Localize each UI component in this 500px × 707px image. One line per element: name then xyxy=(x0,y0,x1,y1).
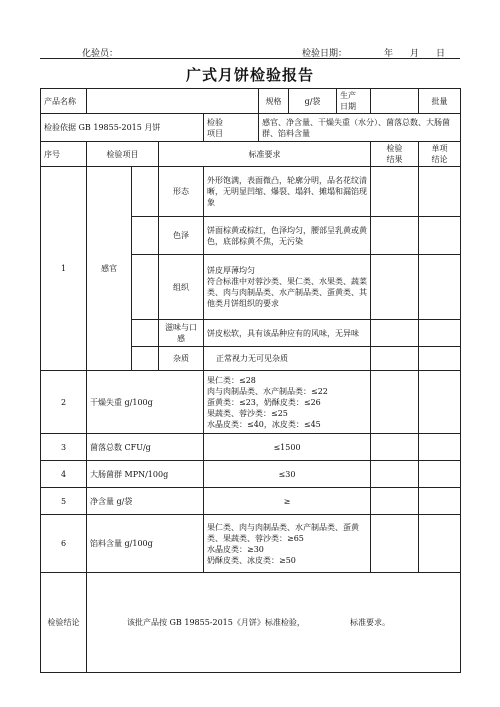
basis-row xyxy=(41,114,461,142)
col-item: 检验项目 xyxy=(87,142,159,167)
table-row xyxy=(41,515,461,573)
result-cell[interactable] xyxy=(371,371,419,434)
inspection-date-label: 检验日期： xyxy=(302,49,348,59)
row-standard: ≤1500 xyxy=(204,434,371,461)
sub-item-name: 杂质 xyxy=(159,347,204,371)
conclusion-cell[interactable] xyxy=(419,347,461,371)
inspection-items-value: 感官、净含量、干燥失重（水分）、菌落总数、大肠菌群、馅料含量 xyxy=(259,114,461,142)
result-cell[interactable] xyxy=(371,515,419,573)
conclusion-text xyxy=(87,573,461,673)
row-standard: ≤30 xyxy=(204,461,371,488)
row-no: 4 xyxy=(41,461,87,488)
row-standard: 果仁类：≤28 肉与肉制品类、水产制品类：≤22 蛋黄类：≤23，奶酥皮类：≤26 果蔬类、蓉沙类：≤25 水晶皮类：≤40，冰皮类：≤45 xyxy=(204,371,371,434)
date-month-label: 月 xyxy=(410,49,420,59)
sub-item-name: 组织 xyxy=(159,255,204,320)
table-row xyxy=(41,461,461,488)
conclusion-cell[interactable] xyxy=(419,167,461,217)
row-item: 感官 xyxy=(87,167,132,371)
table-row xyxy=(41,434,461,461)
date-year-label: 年 xyxy=(384,49,394,59)
row-spacer xyxy=(132,320,159,347)
inspection-table xyxy=(40,88,461,673)
row-item: 干燥失重 g/100g xyxy=(87,371,204,434)
sub-item-standard: 饼面棕黄或棕红，色泽均匀，腰部呈乳黄或黄色，底部棕黄不焦，无污染 xyxy=(204,217,371,255)
row-standard: 果仁类、肉与肉制品类、水产制品类、蛋黄类、果蔬类、蓉沙类：≥65 水晶皮类：≥30 奶酥皮类、冰皮类：≥50 xyxy=(204,515,371,573)
conclusion-cell[interactable] xyxy=(419,371,461,434)
row-no: 3 xyxy=(41,434,87,461)
conclusion-cell[interactable] xyxy=(419,255,461,320)
conclusion-text-suffix: 标准要求。 xyxy=(349,618,390,627)
table-row xyxy=(41,371,461,434)
product-row xyxy=(41,89,461,114)
col-no: 序号 xyxy=(41,142,87,167)
conclusion-cell[interactable] xyxy=(419,488,461,515)
row-spacer xyxy=(132,167,159,217)
row-no: 2 xyxy=(41,371,87,434)
conclusion-label: 检验结论 xyxy=(41,573,87,673)
conclusion-cell[interactable] xyxy=(419,434,461,461)
page-title: 广式月饼检验报告 xyxy=(185,66,314,84)
production-date-value[interactable] xyxy=(371,89,419,114)
sub-item-standard: 饼皮厚薄均匀 符合标准中对蓉沙类、果仁类、水果类、蔬菜类、肉与肉制品类、水产制品类、蛋黄类、其他类月饼组织的要求 xyxy=(204,255,371,320)
table-row xyxy=(41,167,461,217)
sub-item-name: 滋味与口感 xyxy=(159,320,204,347)
row-item: 馅料含量 g/100g xyxy=(87,515,204,573)
result-cell[interactable] xyxy=(371,488,419,515)
product-name-value[interactable] xyxy=(87,89,259,114)
inspection-basis-label: 检验依据 GB 19855-2015 月饼 xyxy=(41,114,204,142)
date-day-label: 日 xyxy=(436,49,446,59)
row-standard: ≥ xyxy=(204,488,371,515)
row-spacer xyxy=(132,347,159,371)
result-cell[interactable] xyxy=(371,217,419,255)
result-cell[interactable] xyxy=(371,255,419,320)
sub-item-name: 形态 xyxy=(159,167,204,217)
conclusion-cell[interactable] xyxy=(419,461,461,488)
sub-item-name: 色泽 xyxy=(159,217,204,255)
inspection-items-label: 检验 项目 xyxy=(204,114,259,142)
row-item: 净含量 g/袋 xyxy=(87,488,204,515)
conclusion-cell[interactable] xyxy=(419,515,461,573)
column-header-row xyxy=(41,142,461,167)
report-header xyxy=(0,44,500,58)
result-cell[interactable] xyxy=(371,347,419,371)
row-item: 大肠菌群 MPN/100g xyxy=(87,461,204,488)
result-cell[interactable] xyxy=(371,434,419,461)
row-spacer xyxy=(132,255,159,320)
col-standard: 标准要求 xyxy=(159,142,371,167)
row-spacer xyxy=(132,217,159,255)
batch-label: 批量 xyxy=(419,89,461,114)
conclusion-row xyxy=(41,573,461,673)
row-no: 6 xyxy=(41,515,87,573)
header-divider xyxy=(40,58,460,59)
product-name-label: 产品名称 xyxy=(41,89,87,114)
col-result: 检验 结果 xyxy=(371,142,419,167)
spec-label: 规格 xyxy=(259,89,289,114)
sub-item-standard: 外形饱满，表面微凸，轮廓分明，品名花纹清晰，无明显凹缩、爆裂、塌斜、摊塌和漏馅现象 xyxy=(204,167,371,217)
sub-item-standard: 正常视力无可见杂质 xyxy=(204,347,371,371)
conclusion-text-prefix: 该批产品按 GB 19855-2015《月饼》标准检验， xyxy=(127,618,305,627)
row-no: 5 xyxy=(41,488,87,515)
spec-value[interactable]: g/袋 xyxy=(289,89,337,114)
sub-item-standard: 饼皮松软，具有该品种应有的风味，无异味 xyxy=(204,320,371,347)
row-item: 菌落总数 CFU/g xyxy=(87,434,204,461)
conclusion-cell[interactable] xyxy=(419,217,461,255)
production-date-label: 生产 日期 xyxy=(337,89,371,114)
table-row xyxy=(41,488,461,515)
conclusion-cell[interactable] xyxy=(419,320,461,347)
result-cell[interactable] xyxy=(371,167,419,217)
result-cell[interactable] xyxy=(371,320,419,347)
col-conclusion: 单项 结论 xyxy=(419,142,461,167)
inspector-label: 化验员： xyxy=(82,49,119,59)
row-no: 1 xyxy=(41,167,87,371)
result-cell[interactable] xyxy=(371,461,419,488)
